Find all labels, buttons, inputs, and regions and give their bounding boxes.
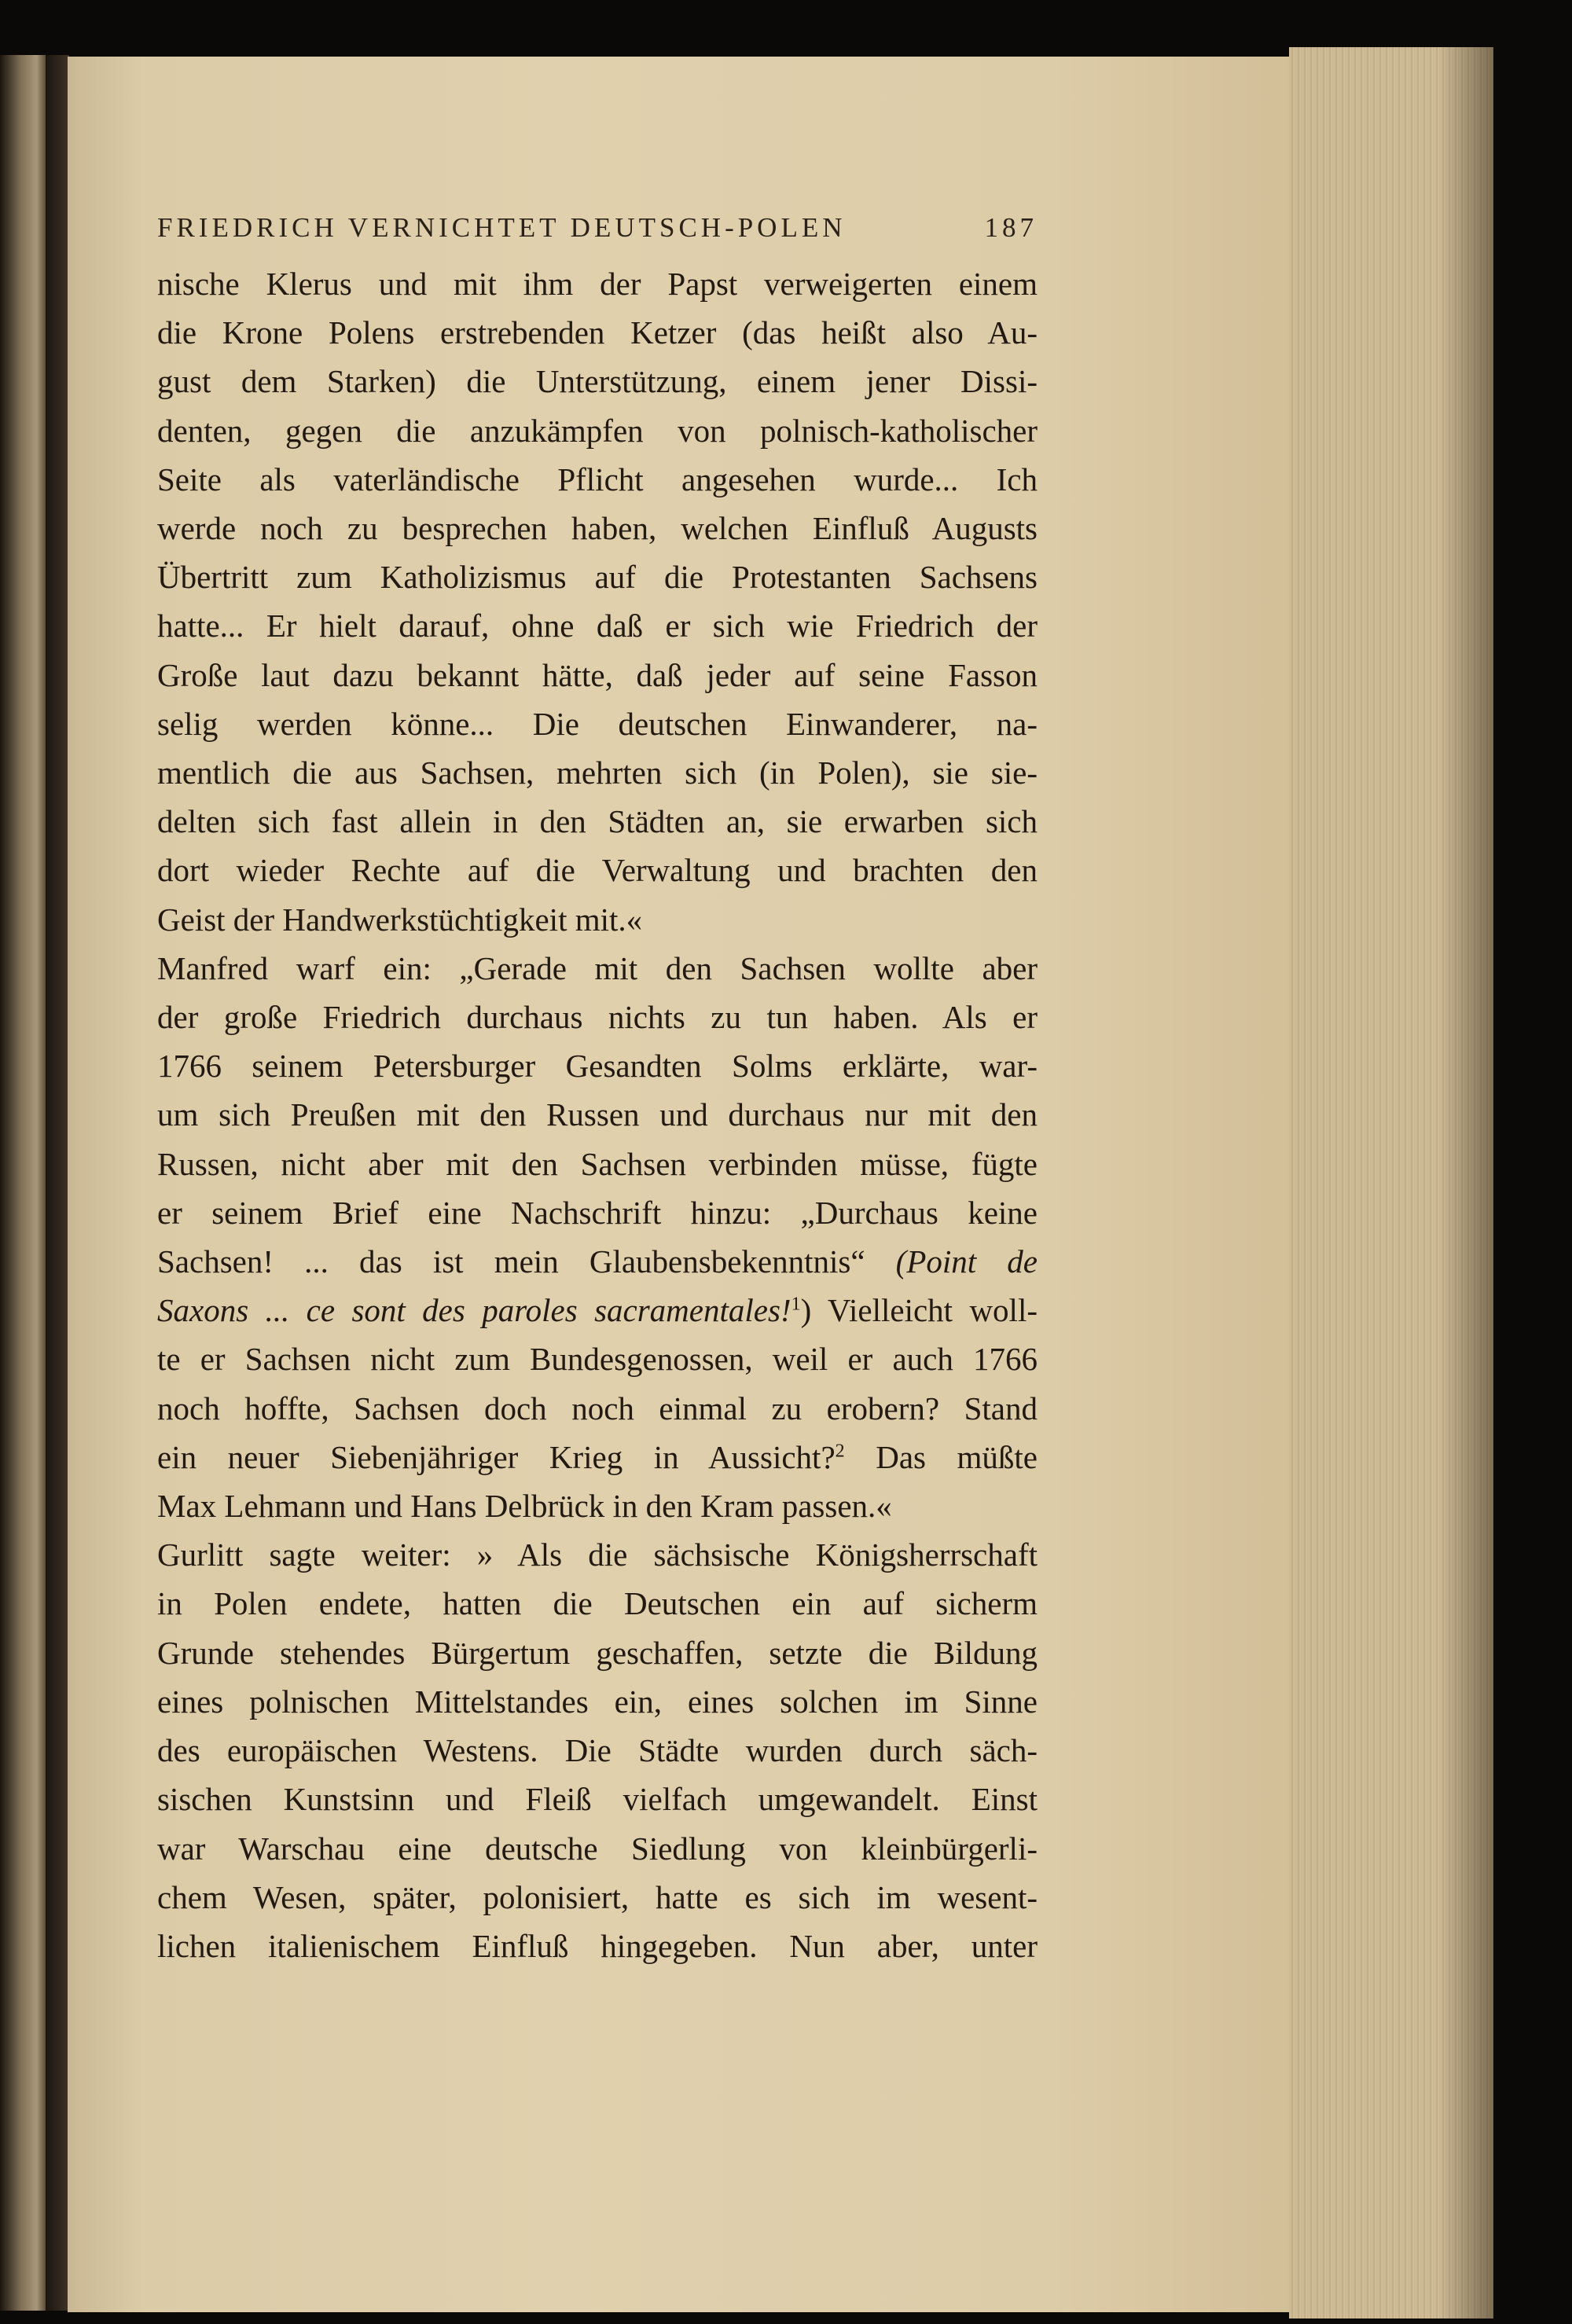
text-line — [157, 1286, 1038, 1335]
book-gutter — [46, 55, 69, 2311]
text-line: te er Sachsen nicht zum Bundesgenossen, weil er auch 1766 — [157, 1341, 1038, 1378]
text-line: er seinem Brief eine Nachschrift hinzu: „Durchaus keine — [157, 1194, 1038, 1231]
text-line: Große laut dazu bekannt hätte, daß jeder auf seine Fasson — [157, 656, 1038, 693]
page-number: 187 — [984, 212, 1038, 243]
text-line: noch hoffte, Sachsen doch noch einmal zu erobern? Stand — [157, 1390, 1038, 1426]
text-line: 1766 seinem Petersburger Gesandten Solms erklärte, war- — [157, 1048, 1038, 1085]
italic-quote: (Point de — [895, 1243, 1038, 1280]
text-line: Gurlitt sagte weiter: » Als die sächsische Königsherrschaft — [157, 1536, 1038, 1573]
text-segment: Sachsen! ... das ist mein Glaubensbekenntnis“ — [157, 1243, 896, 1280]
text-segment: ) Vielleicht woll- — [800, 1292, 1038, 1329]
text-line: hatte... Er hielt darauf, ohne daß er sich wie Friedrich der — [157, 608, 1038, 644]
text-line: in Polen endete, hatten die Deutschen ein auf sicherm — [157, 1585, 1038, 1622]
italic-quote: Saxons ... ce sont des paroles sacramentales! — [157, 1292, 792, 1329]
text-line — [157, 1433, 1038, 1481]
text-line: Seite als vaterländische Pflicht angesehen wurde... Ich — [157, 461, 1038, 497]
text-line — [157, 1237, 1038, 1286]
running-title: FRIEDRICH VERNICHTET DEUTSCH-POLEN — [157, 212, 847, 243]
text-line: Max Lehmann und Hans Delbrück in den Kram passen.« — [157, 1488, 892, 1525]
text-line: war Warschau eine deutsche Siedlung von kleinbürgerli- — [157, 1830, 1038, 1867]
text-line: selig werden könne... Die deutschen Einwanderer, na- — [157, 705, 1038, 742]
text-line: nische Klerus und mit ihm der Papst verweigerten einem — [157, 266, 1038, 302]
text-line: delten sich fast allein in den Städten an, sie erwarben sich — [157, 803, 1038, 840]
text-line: Grunde stehendes Bürgertum geschaffen, setzte die Bildung — [157, 1634, 1038, 1671]
text-line: Russen, nicht aber mit den Sachsen verbinden müsse, fügte — [157, 1145, 1038, 1182]
text-line: chem Wesen, später, polonisiert, hatte es sich im wesent- — [157, 1878, 1038, 1915]
text-line: gust dem Starken) die Unterstützung, einem jener Dissi- — [157, 363, 1038, 400]
text-line: eines polnischen Mittelstandes ein, eines solchen im Sinne — [157, 1683, 1038, 1720]
footnote-marker: 1 — [791, 1294, 801, 1315]
text-line: Manfred warf ein: „Gerade mit den Sachsen wollte aber — [157, 949, 1038, 986]
text-line: mentlich die aus Sachsen, mehrten sich (in Polen), sie sie- — [157, 754, 1038, 791]
text-line: die Krone Polens erstrebenden Ketzer (das heißt also Au- — [157, 314, 1038, 351]
previous-page-edge — [0, 55, 46, 2311]
text-line: der große Friedrich durchaus nichts zu tun haben. Als er — [157, 999, 1038, 1036]
body-text — [157, 259, 1038, 1970]
page-block-edges — [1289, 47, 1493, 2318]
text-segment: ein neuer Siebenjähriger Krieg in Aussicht? — [157, 1438, 836, 1475]
text-line: des europäischen Westens. Die Städte wurden durch säch- — [157, 1732, 1038, 1769]
text-segment: Das müßte — [844, 1438, 1038, 1475]
text-line: denten, gegen die anzukämpfen von polnisch-katholischer — [157, 412, 1038, 449]
running-header — [157, 212, 1038, 244]
text-line: Übertritt zum Katholizismus auf die Protestanten Sachsens — [157, 559, 1038, 596]
text-line: sischen Kunstsinn und Fleiß vielfach umgewandelt. Einst — [157, 1781, 1038, 1818]
text-line: werde noch zu besprechen haben, welchen Einfluß Augusts — [157, 510, 1038, 547]
text-line: Geist der Handwerkstüchtigkeit mit.« — [157, 901, 643, 938]
text-line: um sich Preußen mit den Russen und durchaus nur mit den — [157, 1096, 1038, 1133]
text-line: lichen italienischem Einfluß hingegeben. Nun aber, unter — [157, 1927, 1038, 1964]
footnote-marker: 2 — [835, 1441, 845, 1462]
text-line: dort wieder Rechte auf die Verwaltung und brachten den — [157, 852, 1038, 889]
